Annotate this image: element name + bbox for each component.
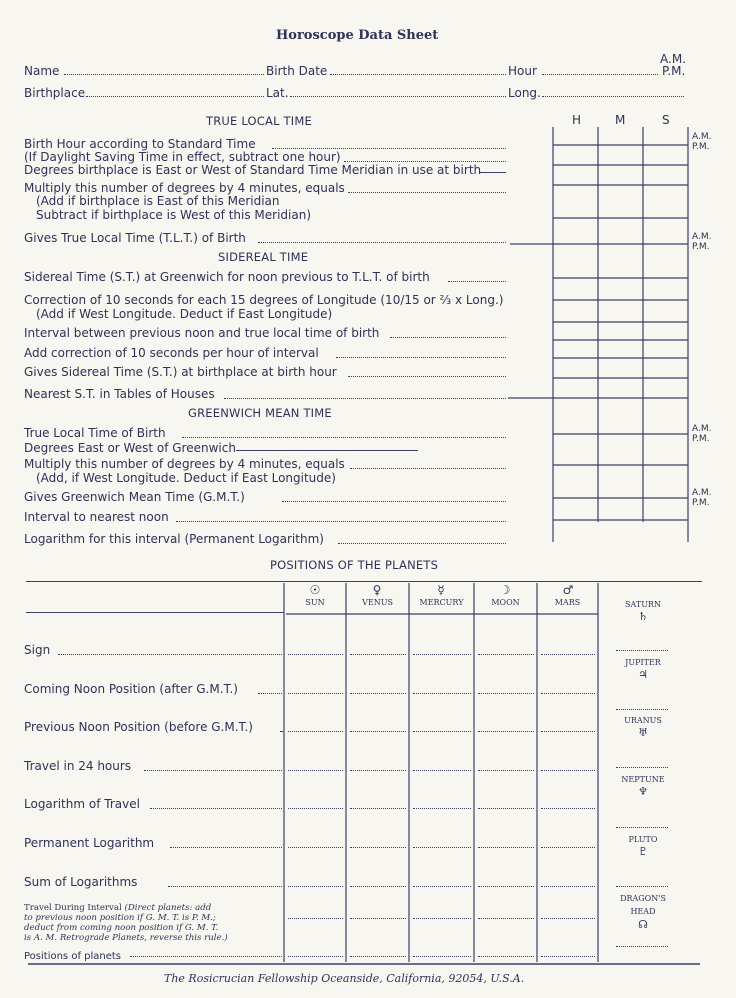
planet-cell-field[interactable] (541, 731, 595, 732)
lat-label: Lat. (266, 86, 289, 100)
pm-label: P.M. (692, 498, 710, 508)
page-title: Horoscope Data Sheet (276, 28, 439, 43)
row-sum-logs: Sum of Logarithms (24, 875, 138, 889)
uranus-label: URANUS (624, 716, 662, 725)
row-leader-dots (150, 808, 282, 809)
uranus-field[interactable] (616, 767, 668, 768)
neptune-field[interactable] (616, 827, 668, 828)
line-daylight-saving: (If Daylight Saving Time in effect, subtract one hour) (24, 150, 341, 164)
uranus-symbol: ♅ (638, 726, 648, 739)
row-previous-noon: Previous Noon Position (before G.M.T.) (24, 720, 253, 734)
line-nearest-st: Nearest S.T. in Tables of Houses (24, 387, 215, 401)
planet-cell-field[interactable] (350, 770, 406, 771)
line-logarithm-interval: Logarithm for this interval (Permanent Logarithm) (24, 532, 324, 546)
planet-cell-field[interactable] (413, 654, 471, 655)
line-sidereal-greenwich: Sidereal Time (S.T.) at Greenwich for noon previous to T.L.T. of birth (24, 270, 430, 284)
line-birth-hour: Birth Hour according to Standard Time (24, 137, 256, 151)
planet-cell-field[interactable] (288, 956, 343, 957)
planet-cell-field[interactable] (350, 956, 406, 957)
mars-header: MARS (554, 598, 581, 607)
pm-label: P.M. (662, 64, 686, 78)
line-add-west: (Add, if West Longitude. Deduct if East Longitude) (36, 471, 336, 485)
line-multiply-greenwich: Multiply this number of degrees by 4 minutes, equals (24, 457, 345, 471)
am-label: A.M. (660, 52, 686, 66)
mars-symbol: ♂ (562, 583, 574, 597)
planet-cell-field[interactable] (413, 731, 471, 732)
dragons-head-symbol: ☊ (638, 918, 648, 931)
row-leader-dots (168, 886, 282, 887)
planet-cell-field[interactable] (288, 731, 343, 732)
planet-cell-field[interactable] (413, 956, 471, 957)
venus-symbol: ♀ (372, 583, 382, 597)
planet-cell-field[interactable] (350, 654, 406, 655)
row-log-travel: Logarithm of Travel (24, 797, 140, 811)
am-label: A.M. (692, 424, 712, 434)
saturn-field[interactable] (616, 650, 668, 651)
row-travel-24h: Travel in 24 hours (24, 759, 132, 773)
moon-header: MOON (491, 598, 520, 607)
line-add-if-east: (Add if birthplace is East of this Meridian (36, 194, 280, 208)
pluto-symbol: ♇ (638, 845, 648, 858)
line-add-west-longitude: (Add if West Longitude. Deduct if East Longitude) (36, 307, 333, 321)
planet-cell-field[interactable] (413, 886, 471, 887)
row-travel-interval-note-3: deduct from coming noon position if G. M. T. (24, 923, 219, 933)
planet-cell-field[interactable] (478, 886, 534, 887)
line-degrees-greenwich: Degrees East or West of Greenwich (24, 441, 236, 455)
planet-cell-field[interactable] (541, 693, 595, 694)
row-coming-noon: Coming Noon Position (after G.M.T.) (24, 682, 238, 696)
pm-label: P.M. (692, 434, 710, 444)
planet-cell-field[interactable] (288, 654, 343, 655)
line-subtract-if-west: Subtract if birthplace is West of this Meridian) (36, 208, 312, 222)
am-label: A.M. (692, 132, 712, 142)
row-leader-dots (258, 693, 282, 694)
jupiter-field[interactable] (616, 709, 668, 710)
planet-cell-field[interactable] (288, 693, 343, 694)
row-leader-dots (170, 847, 282, 848)
row-leader-dots (130, 956, 282, 957)
planet-cell-field[interactable] (350, 731, 406, 732)
row-leader-dots (280, 731, 282, 732)
planet-cell-field[interactable] (478, 808, 534, 809)
planet-cell-field[interactable] (478, 847, 534, 848)
planet-cell-field[interactable] (350, 847, 406, 848)
planet-cell-field[interactable] (288, 770, 343, 771)
am-label: A.M. (692, 488, 712, 498)
moon-symbol: ☽ (499, 583, 511, 597)
pluto-label: PLUTO (628, 835, 658, 844)
planet-cell-field[interactable] (478, 918, 534, 919)
dragons-head-label: DRAGON'S (620, 894, 666, 903)
long-label: Long. (508, 86, 541, 100)
greenwich-mean-time-heading: GREENWICH MEAN TIME (188, 406, 332, 420)
planet-cell-field[interactable] (413, 847, 471, 848)
row-permanent-log: Permanent Logarithm (24, 836, 155, 850)
pluto-field[interactable] (616, 886, 668, 887)
row-travel-interval-label: Travel During Interval (24, 903, 122, 913)
mercury-header: MERCURY (419, 598, 464, 607)
planet-cell-field[interactable] (413, 918, 471, 919)
planet-cell-field[interactable] (541, 654, 595, 655)
planet-cell-field[interactable] (288, 847, 343, 848)
planet-cell-field[interactable] (541, 770, 595, 771)
planet-cell-field[interactable] (413, 770, 471, 771)
row-positions-planets: Positions of planets (24, 951, 122, 962)
hours-column-header: H (572, 113, 582, 127)
sidereal-time-heading: SIDEREAL TIME (218, 250, 309, 264)
line-interval-noon: Interval between previous noon and true local time of birth (24, 326, 380, 340)
planet-cell-field[interactable] (288, 886, 343, 887)
row-travel-interval (24, 903, 211, 913)
birthplace-label: Birthplace (24, 86, 86, 100)
pm-label: P.M. (692, 142, 710, 152)
sun-symbol: ☉ (309, 583, 321, 597)
pm-label: P.M. (692, 242, 710, 252)
hour-label: Hour (508, 64, 537, 78)
planet-cell-field[interactable] (350, 886, 406, 887)
neptune-symbol: ♆ (638, 785, 648, 798)
saturn-label: SATURN (625, 600, 661, 609)
row-leader-dots (58, 654, 282, 655)
line-gmt: Gives Greenwich Mean Time (G.M.T.) (24, 490, 245, 504)
venus-header: VENUS (362, 598, 393, 607)
am-label: A.M. (692, 232, 712, 242)
line-true-local-time: Gives True Local Time (T.L.T.) of Birth (24, 231, 246, 245)
line-add-correction: Add correction of 10 seconds per hour of interval (24, 346, 319, 360)
row-travel-interval-note-2: to previous noon position if G. M. T. is P. M.; (24, 913, 216, 923)
mercury-symbol: ☿ (437, 583, 445, 597)
planet-cell-field[interactable] (478, 770, 534, 771)
planet-cell-field[interactable] (541, 886, 595, 887)
line-tlt-birth: True Local Time of Birth (24, 426, 166, 440)
jupiter-label: JUPITER (625, 658, 661, 667)
planet-cell-field[interactable] (478, 693, 534, 694)
planet-cell-field[interactable] (541, 956, 595, 957)
name-label: Name (24, 64, 60, 78)
row-leader-dots (144, 770, 282, 771)
row-travel-interval-note-4: is A. M. Retrograde Planets, reverse this rule.) (24, 933, 228, 943)
planet-cell-field[interactable] (478, 731, 534, 732)
saturn-symbol: ♄ (638, 610, 648, 623)
positions-heading: POSITIONS OF THE PLANETS (270, 558, 439, 572)
row-travel-interval-note: (Direct planets: add (124, 903, 212, 913)
row-sign: Sign (24, 643, 51, 657)
jupiter-symbol: ♃ (638, 668, 648, 681)
true-local-time-heading: TRUE LOCAL TIME (206, 114, 312, 128)
planet-cell-field[interactable] (413, 693, 471, 694)
line-multiply-degrees: Multiply this number of degrees by 4 minutes, equals (24, 181, 345, 195)
planet-cell-field[interactable] (288, 808, 343, 809)
line-correction-longitude: Correction of 10 seconds for each 15 degrees of Longitude (10/15 or ⅔ x Long.) (24, 293, 504, 307)
line-degrees-meridian: Degrees birthplace is East or West of Standard Time Meridian in use at birth (24, 163, 482, 177)
seconds-column-header: S (662, 113, 670, 127)
minutes-column-header: M (615, 113, 626, 127)
planet-cell-field[interactable] (350, 693, 406, 694)
planet-cell-field[interactable] (350, 808, 406, 809)
planet-cell-field[interactable] (478, 956, 534, 957)
birth-date-label: Birth Date (266, 64, 328, 78)
planet-cell-field[interactable] (350, 918, 406, 919)
sun-header: SUN (305, 598, 325, 607)
line-sidereal-birthplace: Gives Sidereal Time (S.T.) at birthplace at birth hour (24, 365, 337, 379)
planet-cell-field[interactable] (541, 918, 595, 919)
neptune-label: NEPTUNE (621, 775, 665, 784)
line-interval-nearest-noon: Interval to nearest noon (24, 510, 169, 524)
planet-cell-field[interactable] (478, 654, 534, 655)
planet-cell-field[interactable] (288, 918, 343, 919)
planet-cell-field[interactable] (541, 808, 595, 809)
planet-cell-field[interactable] (541, 847, 595, 848)
dragons-head-field[interactable] (616, 946, 668, 947)
planet-cell-field[interactable] (413, 808, 471, 809)
footer-publisher: The Rosicrucian Fellowship Oceanside, California, 92054, U.S.A. (164, 972, 525, 985)
dragons-head-label-2: HEAD (630, 907, 656, 916)
